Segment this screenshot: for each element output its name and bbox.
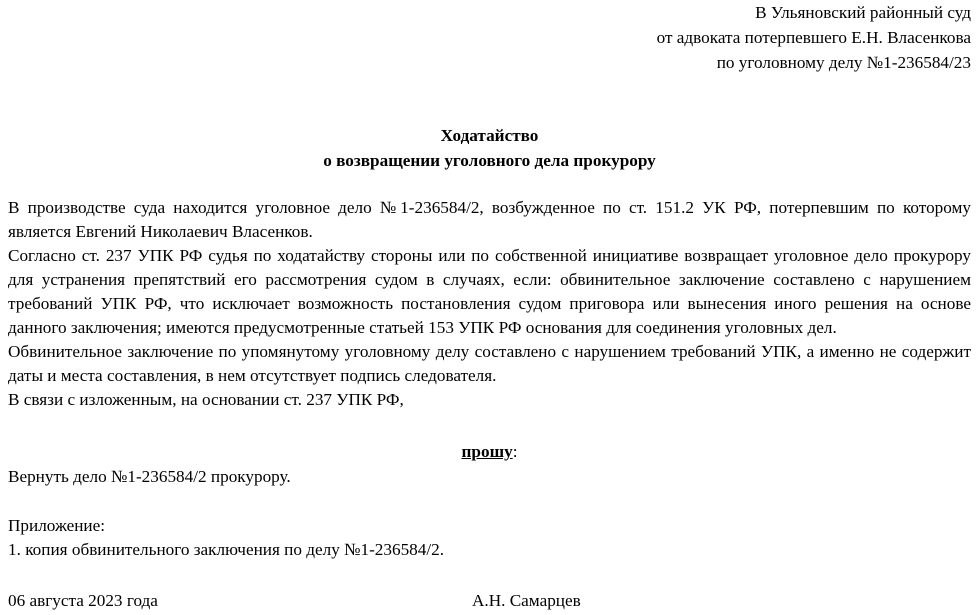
sender: от адвоката потерпевшего Е.Н. Власенкова — [656, 28, 971, 47]
paragraph-conclusion: В связи с изложенным, на основании ст. 237 УПК РФ, — [8, 390, 404, 409]
attachment-heading: Приложение: — [8, 516, 106, 535]
document-date: 06 августа 2023 года — [8, 591, 158, 610]
request-word: прошу — [461, 442, 513, 461]
paragraph-legal-basis: Согласно ст. 237 УПК РФ судья по ходатайству стороны или по собственной инициативе возвращает уголовное дело прокурору для устранения препятствий его рассмотрения судом в случаях, если: обвинительное заключение составлено с нарушением требований УПК РФ, что исключает возможность постановления судом приговора или вынесения иного решения на основе данного заключения; имеются предусмотренные статьей 153 УПК РФ основания для соединения уголовных дел. — [8, 246, 971, 337]
document-title: Ходатайство — [440, 126, 539, 145]
signature-name: А.Н. Самарцев — [472, 591, 581, 610]
paragraph-case-info: В производстве суда находится уголовное дело №1-236584/2, возбужденное по ст. 151.2 УК РФ, потерпевшим по которому является Евгений Николаевич Власенков. — [8, 198, 971, 241]
attachment-item: 1. копия обвинительного заключения по делу №1-236584/2. — [8, 540, 445, 559]
request-text: Вернуть дело №1-236584/2 прокурору. — [8, 467, 291, 486]
addressee-court: В Ульяновский районный суд — [755, 3, 971, 22]
request-colon: : — [512, 442, 518, 461]
document-header — [657, 0, 971, 75]
document-subtitle: о возвращении уголовного дела прокурору — [323, 151, 656, 170]
case-number: по уголовному делу №1-236584/23 — [716, 53, 971, 72]
document-body — [8, 196, 971, 412]
request-heading — [0, 440, 979, 464]
paragraph-violation: Обвинительное заключение по упомянутому уголовному делу составлено с нарушением требований УПК, а именно не содержит даты и места составления, в нем отсутствует подпись следователя. — [8, 342, 971, 385]
